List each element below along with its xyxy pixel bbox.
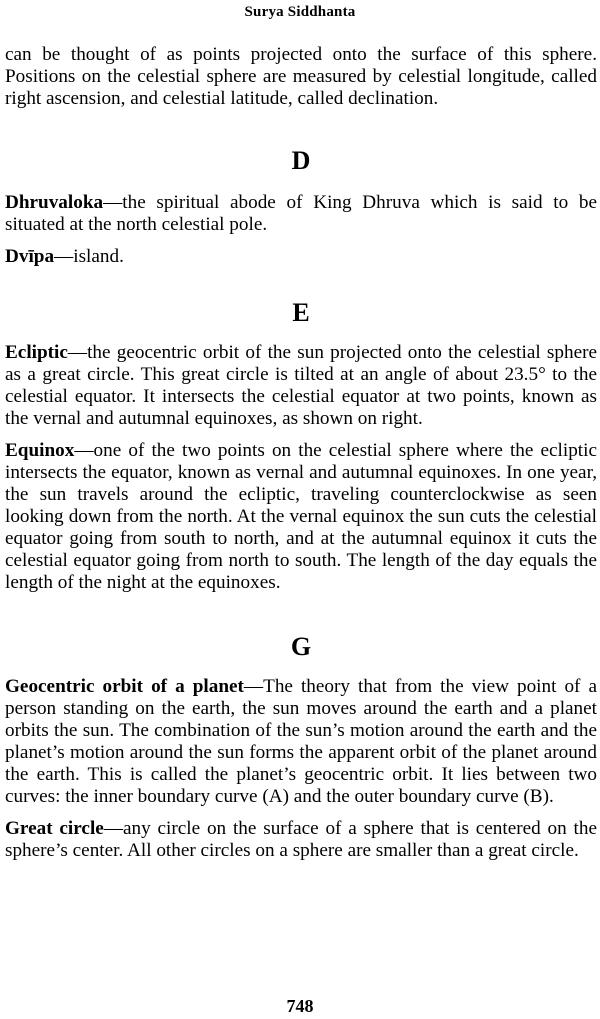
- entry-definition: —The theory that from the view point of a person standing on the earth, the sun moves around the earth and a planet orbits the sun. The combination of the sun’s motion around the earth and the planet’s motion around the sun forms the apparent orbit of the planet around the earth. This is called the planet’s geocentric orbit. It lies between two curves: the inner boundary curve (A) and the outer boundary curve (B).: [5, 676, 597, 807]
- entry-definition: —island.: [54, 246, 124, 267]
- glossary-entry-ecliptic: [5, 342, 597, 430]
- glossary-entry-great-circle: [5, 818, 597, 862]
- section-letter-e: E: [292, 298, 310, 327]
- entry-term: Geocentric orbit of a planet: [5, 676, 244, 697]
- entry-definition: —any circle on the surface of a sphere that is centered on the sphere’s center. All other circles on a sphere are smaller than a great circle.: [5, 818, 597, 861]
- glossary-entry-geocentric-orbit: [5, 676, 597, 808]
- section-letter-d: D: [291, 146, 311, 175]
- entry-definition: —the geocentric orbit of the sun projected onto the celestial sphere as a great circle. This great circle is tilted at an angle of about 23.5° to the celestial equator. It intersects the celestial equator at two points, known as the vernal and autumnal equinoxes, as shown on right.: [5, 342, 597, 429]
- entry-definition: —one of the two points on the celestial sphere where the ecliptic intersects the equator, known as vernal and autumnal equinoxes. In one year, the sun travels around the ecliptic, traveling counterclockwise as seen looking down from the north. At the vernal equinox the sun cuts the celestial equator going from south to north, and at the autumnal equinox it cuts the celestial equator going from north to south. The length of the day equals the length of the night at the equinoxes.: [5, 440, 597, 593]
- entry-term: Equinox: [5, 440, 75, 461]
- entry-term: Dhruvaloka: [5, 192, 104, 213]
- entry-term: Ecliptic: [5, 342, 68, 363]
- intro-paragraph: can be thought of as points projected onto the surface of this sphere. Positions on the celestial sphere are measured by celestial longitude, called right ascension, and celestial latitude, called declination.: [5, 44, 597, 109]
- glossary-content: [5, 44, 597, 862]
- page-header-title: Surya Siddhanta: [244, 4, 356, 20]
- entry-term: Dvīpa: [5, 246, 55, 267]
- entry-definition: —the spiritual abode of King Dhruva which is said to be situated at the north celestial pole.: [5, 192, 597, 235]
- section-letter-g: G: [290, 632, 312, 661]
- glossary-entry-dvipa: [5, 246, 597, 268]
- page-number: 748: [286, 996, 314, 1016]
- glossary-entry-equinox: [5, 440, 597, 594]
- glossary-entry-dhruvaloka: [5, 192, 597, 236]
- entry-term: Great circle: [5, 818, 104, 839]
